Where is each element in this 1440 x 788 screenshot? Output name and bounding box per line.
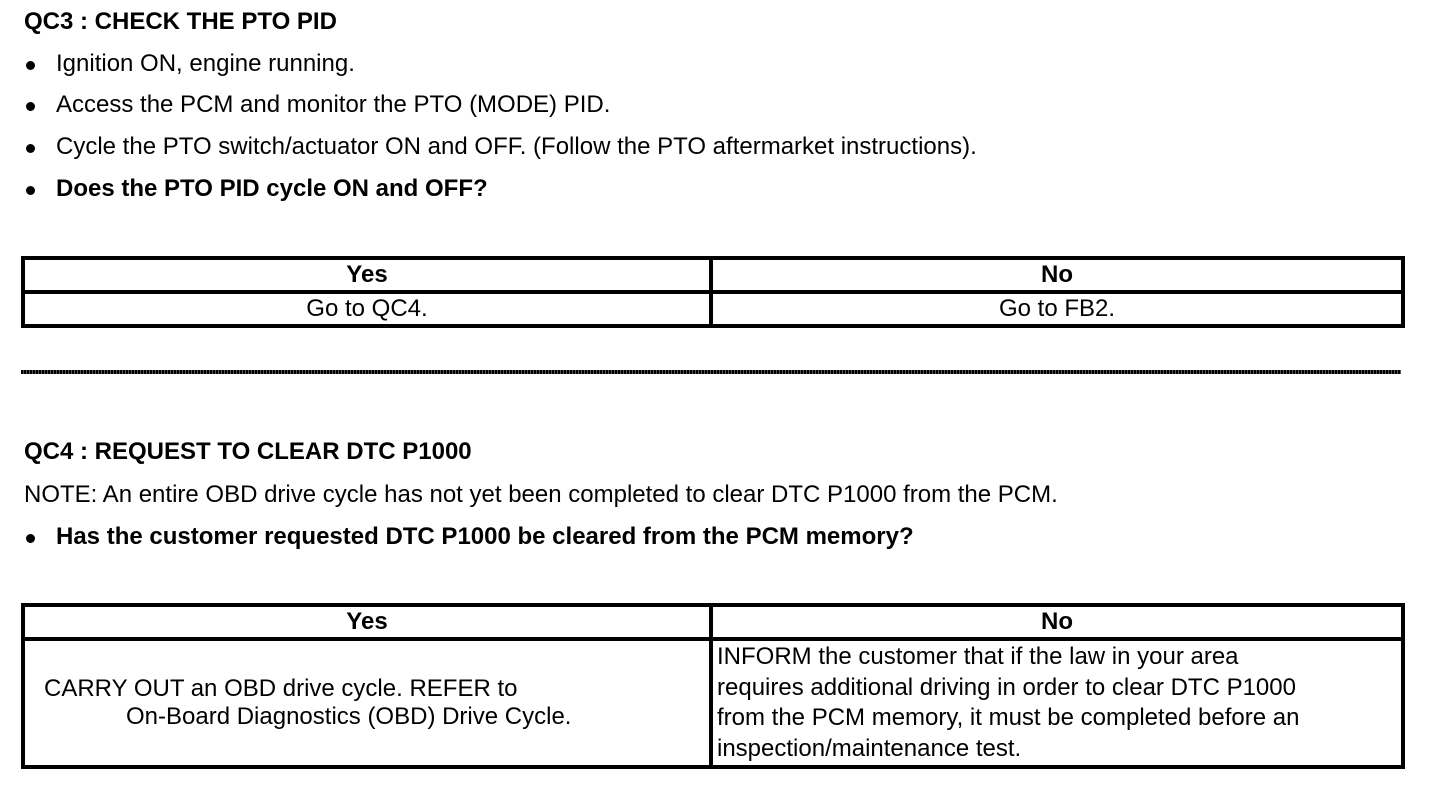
no-action xyxy=(711,639,1403,767)
qc3-heading: QC3 : CHECK THE PTO PID xyxy=(24,8,337,35)
bullet-icon xyxy=(26,61,35,70)
no-action-line-4: inspection/maintenance test. xyxy=(717,734,1022,762)
qc3-decision-table xyxy=(21,256,1405,328)
qc3-bullet-3-text: Cycle the PTO switch/actuator ON and OFF. (Follow the PTO aftermarket instructions). xyxy=(56,133,977,160)
table-row xyxy=(23,639,1403,767)
no-action-line-2: requires additional driving in order to clear DTC P1000 xyxy=(717,673,1296,701)
qc3-question-text: Does the PTO PID cycle ON and OFF? xyxy=(56,175,488,202)
qc4-decision-table xyxy=(21,603,1405,769)
bullet-icon xyxy=(26,144,35,153)
yes-action: Go to QC4. xyxy=(23,292,711,326)
no-header: No xyxy=(711,605,1403,639)
yes-header: Yes xyxy=(23,258,711,292)
qc4-question-text: Has the customer requested DTC P1000 be cleared from the PCM memory? xyxy=(56,523,914,550)
bullet-icon xyxy=(26,534,35,543)
yes-action xyxy=(23,639,711,767)
qc3-bullet-2-text: Access the PCM and monitor the PTO (MODE) PID. xyxy=(56,91,611,118)
bullet-icon xyxy=(26,186,35,195)
no-action-line-1: INFORM the customer that if the law in your area xyxy=(717,643,1239,670)
qc4-heading: QC4 : REQUEST TO CLEAR DTC P1000 xyxy=(24,438,472,465)
qc3-bullet-1-text: Ignition ON, engine running. xyxy=(56,50,355,77)
no-header: No xyxy=(711,258,1403,292)
section-divider xyxy=(21,370,1401,374)
table-header-row xyxy=(23,605,1403,639)
yes-action-line-1: CARRY OUT an OBD drive cycle. REFER to xyxy=(44,675,518,702)
qc4-note: NOTE: An entire OBD drive cycle has not yet been completed to clear DTC P1000 from the PCM. xyxy=(24,481,1058,508)
no-action-line-3: from the PCM memory, it must be completed before an xyxy=(717,704,1300,731)
no-action: Go to FB2. xyxy=(711,292,1403,326)
table-header-row xyxy=(23,258,1403,292)
yes-action-line-2: On-Board Diagnostics (OBD) Drive Cycle. xyxy=(126,703,572,730)
bullet-icon xyxy=(26,102,35,111)
yes-header: Yes xyxy=(23,605,711,639)
table-row xyxy=(23,292,1403,326)
